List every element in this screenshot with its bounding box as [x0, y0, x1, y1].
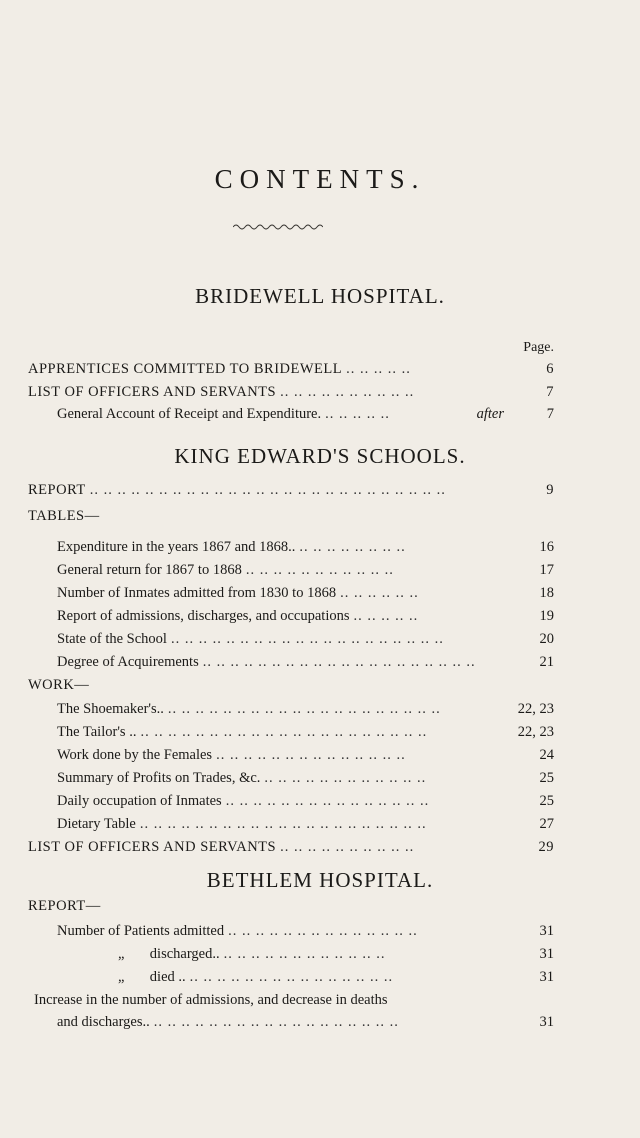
report-label: REPORT—	[28, 898, 101, 914]
toc-entry[interactable]: LIST OF OFFICERS AND SERVANTS .. .. .. .. .. .. .. .. .. .. 7	[28, 384, 554, 400]
page-title: CONTENTS.	[214, 164, 426, 194]
toc-entry[interactable]: Daily occupation of Inmates .. .. .. .. .. .. .. .. .. .. .. .. .. .. .. 25	[57, 793, 554, 809]
work-label: WORK—	[28, 677, 90, 693]
toc-entry[interactable]: General Account of Receipt and Expenditure. .. .. .. .. .. after 7	[57, 406, 554, 422]
toc-entry[interactable]: Dietary Table .. .. .. .. .. .. .. .. .. .. .. .. .. .. .. .. .. .. .. .. .. 27	[57, 816, 554, 832]
toc-entry[interactable]: The Shoemaker's.. .. .. .. .. .. .. .. .. .. .. .. .. .. .. .. .. .. .. .. .. 22, 23	[57, 701, 554, 717]
toc-entry[interactable]: REPORT .. .. .. .. .. .. .. .. .. .. .. .. .. .. .. .. .. .. .. .. .. .. .. .. .. .. 9	[28, 482, 554, 498]
bridewell-heading: BRIDEWELL HOSPITAL.	[195, 284, 445, 308]
tables-label: TABLES—	[28, 508, 100, 524]
toc-entry[interactable]: and discharges.. .. .. .. .. .. .. .. .. .. .. .. .. .. .. .. .. .. .. 31	[57, 1014, 554, 1030]
toc-entry[interactable]: The Tailor's .. .. .. .. .. .. .. .. .. .. .. .. .. .. .. .. .. .. .. .. .. .. 22, 23	[57, 724, 554, 740]
toc-entry[interactable]: Number of Patients admitted .. .. .. .. .. .. .. .. .. .. .. .. .. .. 31	[57, 923, 554, 939]
toc-entry[interactable]: Summary of Profits on Trades, &c. .. .. .. .. .. .. .. .. .. .. .. .. 25	[57, 770, 554, 786]
toc-entry[interactable]: General return for 1867 to 1868 .. .. .. .. .. .. .. .. .. .. .. 17	[57, 562, 554, 578]
page-column-header: Page.	[523, 340, 554, 355]
increase-line: Increase in the number of admissions, and decrease in deaths	[34, 992, 388, 1008]
toc-entry[interactable]: State of the School .. .. .. .. .. .. .. .. .. .. .. .. .. .. .. .. .. .. .. .. 20	[57, 631, 554, 647]
toc-entry[interactable]: „ discharged.. .. .. .. .. .. .. .. .. .. .. .. .. 31	[118, 946, 554, 962]
bethlem-heading: BETHLEM HOSPITAL.	[206, 868, 434, 892]
toc-entry[interactable]: „ died .. .. .. .. .. .. .. .. .. .. .. .. .. .. .. .. 31	[118, 969, 554, 985]
toc-entry[interactable]: Expenditure in the years 1867 and 1868.. .. .. .. .. .. .. .. .. 16	[57, 539, 554, 555]
ornament-squiggle	[233, 222, 323, 232]
toc-entry[interactable]: Number of Inmates admitted from 1830 to 1868 .. .. .. .. .. .. 18	[57, 585, 554, 601]
toc-entry[interactable]: Degree of Acquirements .. .. .. .. .. .. .. .. .. .. .. .. .. .. .. .. .. .. .. .. 21	[57, 654, 554, 670]
toc-entry[interactable]: Report of admissions, discharges, and occupations .. .. .. .. .. 19	[57, 608, 554, 624]
king-edward-heading: KING EDWARD'S SCHOOLS.	[174, 444, 466, 468]
toc-entry[interactable]: LIST OF OFFICERS AND SERVANTS .. .. .. .. .. .. .. .. .. .. 29	[28, 839, 554, 855]
toc-entry[interactable]: APPRENTICES COMMITTED TO BRIDEWELL .. .. .. .. .. 6	[28, 361, 554, 377]
toc-entry[interactable]: Work done by the Females .. .. .. .. .. .. .. .. .. .. .. .. .. .. 24	[57, 747, 554, 763]
